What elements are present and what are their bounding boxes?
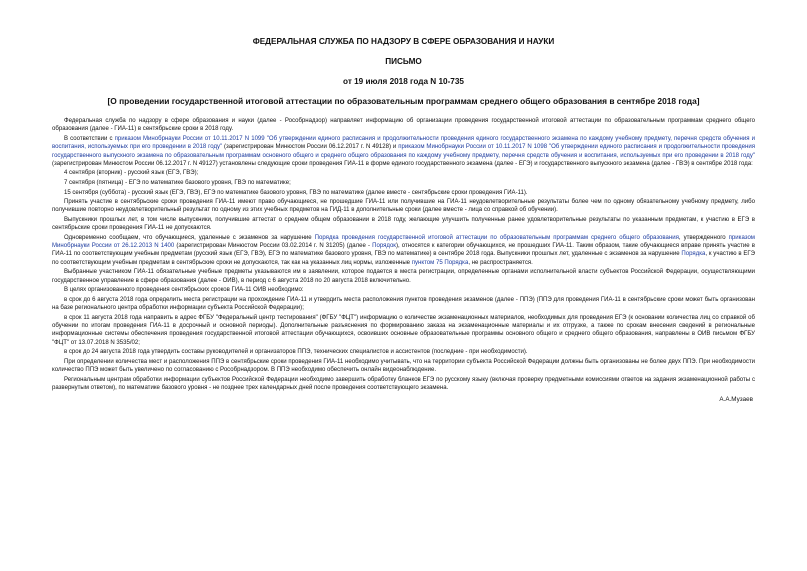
- paragraph-removed-students: Одновременно сообщаем, что обучающиеся, удаленные с экзаменов за нарушение Порядка проведения государственной итоговой аттестации по образовательным программам среднего общего образования, утвержденного приказом Минобрнауки России от 26.12.2013 N 1400 (зарегистрирован Минюстом России 03.02.2014 г. N 31205) (далее - Порядок), относятся к категории обучающихся, не прошедших ГИА-11. Таким образом, такие обучающиеся вправе принять участие в ГИА-11 по соответствующим учебным предметам (русский язык (ЕГЭ, ГВЭ), ЕГЭ по математике базового уровня, ГВЭ по математике) в сентябре 2018 года. Выпускники прошлых лет, удаленные с экзаменов за нарушение Порядка, к участию в ЕГЭ по соответствующим учебным предметам в сентябрьские сроки не допускаются, так как на указанных лиц нормы, изложенные пунктом 75 Порядка, не распространяется.: [52, 234, 756, 266]
- organization-heading: ФЕДЕРАЛЬНАЯ СЛУЖБА ПО НАДЗОРУ В СФЕРЕ ОБРАЗОВАНИЯ И НАУКИ: [252, 37, 555, 46]
- paragraph-processing: Региональным центрам обработки информации субъектов Российской Федерации необходимо завершить обработку бланков ЕГЭ по русскому языку (включая проверку предметными комиссиями ответов на задания экзаменационной работы с развернутым ответом), по математике базового уровня - не позднее трех календарных дней после проведения соответствующего экзамена.: [52, 376, 755, 391]
- procedure-violation-link[interactable]: Порядка: [681, 251, 706, 258]
- procedure-short-link[interactable]: Порядок: [372, 243, 396, 250]
- order-1400-link[interactable]: приказом Минобрнауки России от 26.12.2013 N 1400: [52, 234, 755, 250]
- document-body: [52, 117, 755, 392]
- signature: А.А.Музаев: [719, 396, 753, 404]
- paragraph-oiv-intro: В целях организованного проведения сентябрьских сроков ГИА-11 ОИВ необходимо:: [64, 287, 304, 294]
- paragraph-application: Выбранные участником ГИА-11 обязательные учебные предметы указываются им в заявлении, которое подается в места регистрации, определенные органами исполнительной власти субъектов Российской Федерации, осуществляющими государственное управление в сфере образования (далее - ОИВ), в период с 6 августа 2018 по 20 августа 2018 включительно.: [52, 269, 755, 284]
- document-date-heading: от 19 июля 2018 года N 10-735: [343, 77, 464, 86]
- task-item: в срок до 24 августа 2018 года утвердить составы руководителей и организаторов ППЭ, технических специалистов и ассистентов (последние - при необходимости).: [64, 349, 528, 356]
- schedule-item: 4 сентября (вторник) - русский язык (ЕГЭ, ГВЭ);: [64, 170, 199, 177]
- document-type-heading: ПИСЬМО: [385, 57, 422, 66]
- paragraph-orders: В соответствии с приказом Минобрнауки России от 10.11.2017 N 1099 "Об утверждении единого расписания и продолжительности проведения единого государственного экзамена по каждому учебному предмету, перечня средств обучения и воспитания, используемых при его проведении в 2018 году" (зарегистрирован Минюстом России 06.12.2017 г. N 49128) и приказом Минобрнауки России от 10.11.2017 N 1098 "Об утверждении единого расписания и продолжительности проведения государственного выпускного экзамена по образовательным программам основного общего и среднего общего образования по каждому учебному предмету, перечня средств обучения и воспитания, используемых при его проведении в 2018 году" (зарегистрирован Минюстом России 06.12.2017 г. N 49127) установлены следующие сроки проведения ГИА-11 в форме единого государственного экзамена (далее - ЕГЭ) и государственного выпускного экзамена (далее - ГВЭ) в сентябре 2018 года:: [52, 135, 755, 167]
- order-1099-link[interactable]: приказом Минобрнауки России от 10.11.2017 N 1099 "Об утверждении единого расписания и продолжительности проведения единого государственного экзамена по каждому учебному предмету, перечня средств обучения и воспитания, используемых при его проведении в 2018 году": [52, 135, 755, 151]
- schedule-item: 7 сентября (пятница) - ЕГЭ по математике базового уровня, ГВЭ по математике;: [64, 179, 291, 186]
- schedule-item: 15 сентября (суббота) - русский язык (ЕГЭ, ГВЭ), ЕГЭ по математике базового уровня, ГВЭ по математике (далее вместе - сентябрьские сроки проведения ГИА-11).: [64, 189, 528, 196]
- paragraph-ppe: При определении количества мест и расположения ППЭ в сентябрьские сроки проведения ГИА-11 необходимо учитывать, что на территории субъекта Российской Федерации должны быть организованы не более двух ППЭ. При необходимости количество ППЭ может быть увеличено по согласованию с Рособрнадзором. В ППЭ необходимо обеспечить онлайн видеонаблюдение.: [52, 358, 755, 374]
- task-item: в срок 11 августа 2018 года направить в адрес ФГБУ "Федеральный центр тестирования" (ФГБУ "ФЦТ") информацию о количестве экзаменационных материалов, необходимых для проведения ЕГЭ (к основании количества лиц со справкой об обучении по итогам проведения ГИА-11 в досрочный и основной периоды). Дополнительные разъяснения по формированию заказа на экзаменационные материалы и их отгрузке, а также по срокам внесения сведений в региональные информационные системы обеспечения проведения государственной итоговой аттестации обучающихся, освоивших основные образовательные программы основного общего и среднего общего образования, направлены в ОИВ письмом ФГБУ "ФЦТ" от 13.07.2018 N 3535/02;: [52, 314, 755, 346]
- paragraph-eligibility: Принять участие в сентябрьские сроки проведения ГИА-11 имеют право обучающиеся, не прошедшие ГИА-11 или получившие на ГИА-11 неудовлетворительные результаты более чем по одному обязательному учебному предмету, либо получившие повторно неудовлетворительный результат по одному из этих учебных предметов на ГИД-11 в дополнительные сроки (далее вместе - лица со справкой об обучении).: [52, 199, 755, 214]
- document-title: [О проведении государственной итоговой аттестации по образовательным программам среднего общего образования в сентябре 2018 года]: [107, 96, 700, 106]
- task-item: в срок до 6 августа 2018 года определить места регистрации на прохождение ГИА-11 и утвердить места расположения пунктов проведения экзаменов (далее - ППЭ) (ППЭ для проведения ГИА-11 в сентябрьские сроки может быть организован на базе регионального центра обработки информации субъекта Российской Федерации);: [52, 296, 755, 312]
- order-1098-link[interactable]: приказом Минобрнауки России от 10.11.2017 N 1098 "Об утверждении единого расписания и продолжительности проведения государственного выпускного экзамена по образовательным программам основного общего и среднего общего образования по каждому учебному предмету, перечня средств обучения и воспитания, используемых при его проведении в 2018 году": [52, 144, 755, 159]
- paragraph-intro: Федеральная служба по надзору в сфере образования и науки (далее - Рособрнадзор) направляет информацию об организации проведения государственной итоговой аттестации по образовательным программам среднего общего образования (далее - ГИА-11) в сентябрьские сроки в 2018 году.: [52, 118, 755, 133]
- clause-75-link[interactable]: пунктом 75 Порядка: [411, 259, 469, 266]
- paragraph-graduates: Выпускники прошлых лет, в том числе выпускники, получившие аттестат о среднем общем образовании в 2018 году, желающие улучшить полученные ранее удовлетворительные результаты по указанным предметам, к участию в ЕГЭ в сентябрьские сроки проведения ГИА-11 не допускаются.: [52, 216, 755, 232]
- procedure-link[interactable]: Порядка проведения государственной итоговой аттестации по образовательным программам среднего общего образования: [314, 234, 679, 241]
